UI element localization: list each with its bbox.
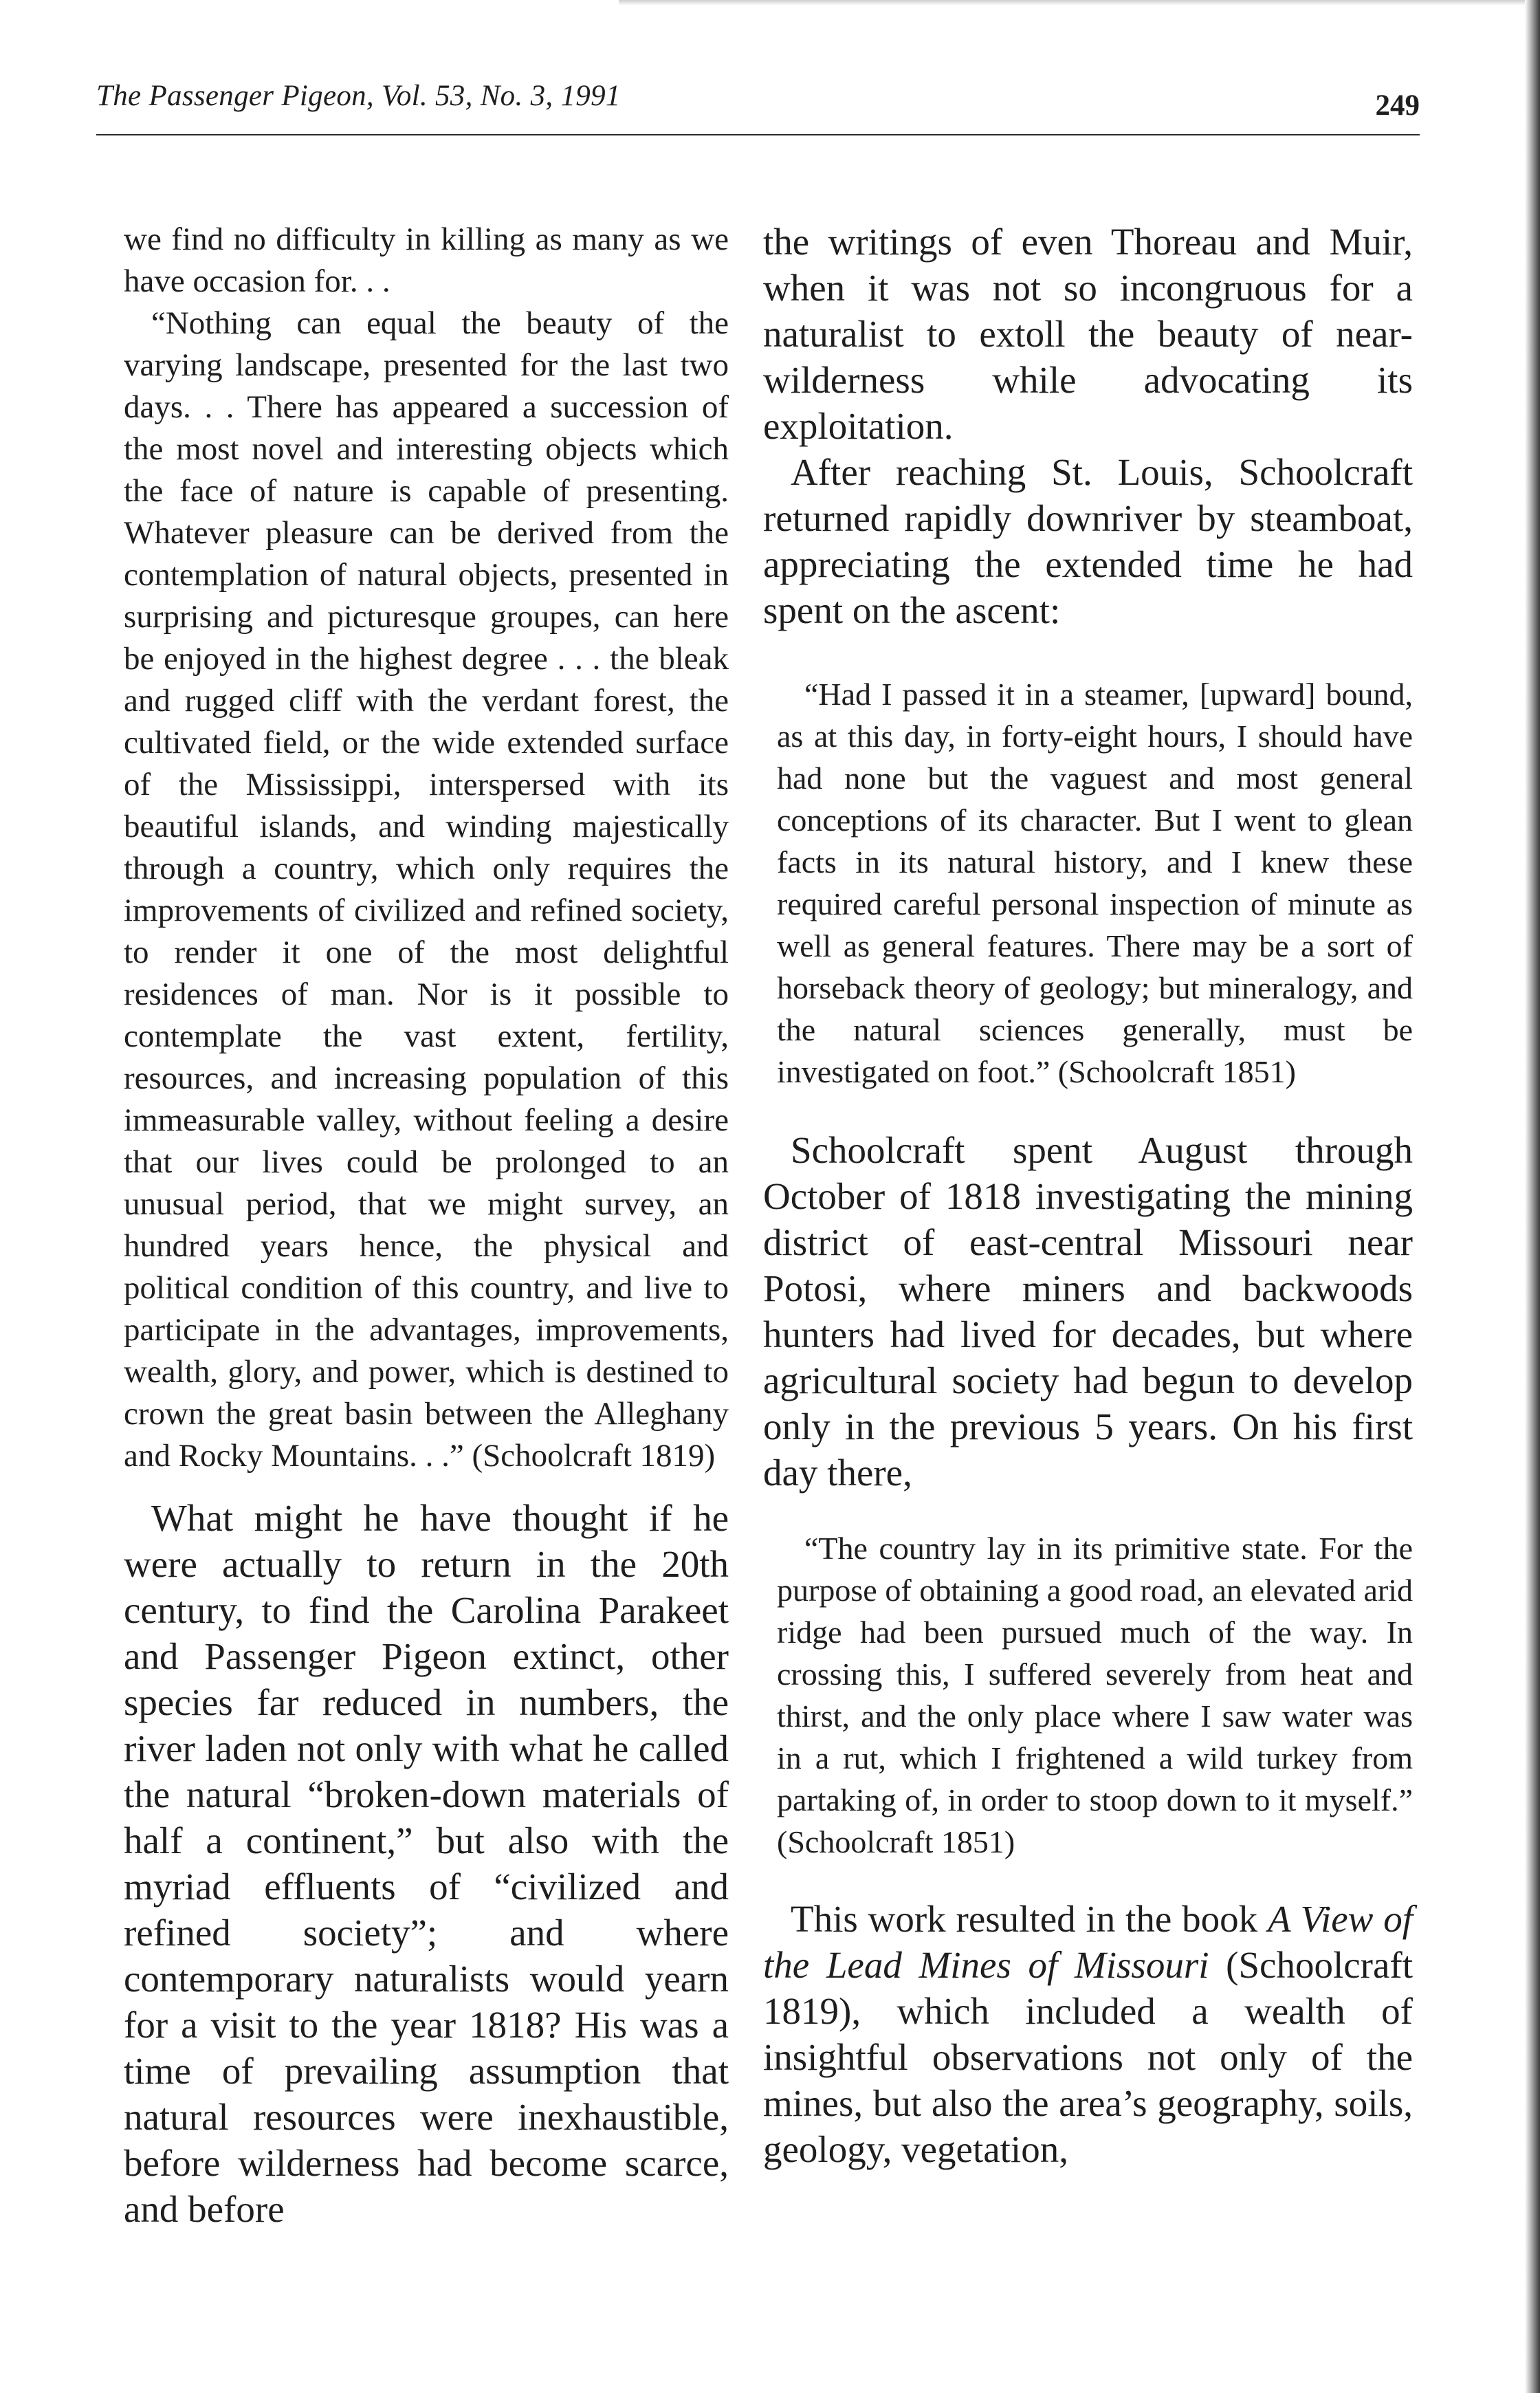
- body-paragraph-mining-district: Schoolcraft spent August through October of 1818 investigating the mining district of east-central Missouri near Potosi, where miners and backwoods hunters had lived for decades, but where agricultural society had begun to develop only in the previous 5 years. On his first day there,: [763, 1129, 1413, 1494]
- scan-shadow-top: [619, 0, 1540, 6]
- body-paragraph-lead-mines-book: [763, 1896, 1413, 2172]
- book-title: A View of the Lead Mines of Missouri: [763, 1898, 1413, 1986]
- book-sentence-prefix: This work resulted in the book: [791, 1898, 1268, 1940]
- quote-continuation: we find no difficulty in killing as many as we have occasion for. . .: [124, 221, 729, 299]
- book-sentence-suffix: (Schoolcraft 1819), which included a wealth of insightful observations not only of the mines, but also the area’s geography, soils, geology, vegetation,: [763, 1944, 1413, 2170]
- page-header: [96, 72, 1420, 135]
- page-number: 249: [1375, 89, 1420, 122]
- quote-paragraph-landscape: “Nothing can equal the beauty of the varying landscape, presented for the last two days. . . There has appeared a succession of the most novel and interesting objects which the face of nature is capable of presenting. Whatever pleasure can be derived from the contemplation of natural objects, presented in surprising and picturesque groupes, can here be enjoyed in the highest degree . . . the bleak and rugged cliff with the verdant forest, the cultivated field, or the wide extended surface of the Mississippi, interspersed with its beautiful islands, and winding majestically through a country, which only requires the improvements of civilized and refined society, to render it one of the most delightful residences of man. Nor is it possible to contemplate the vast extent, fertility, resources, and increasing population of this immeasurable valley, without feeling a desire that our lives could be prolonged to an unusual period, that we might survey, an hundred years hence, the physical and political condition of this country, and live to participate in the advantages, improvements, wealth, glory, and power, which is destined to crown the great basin between the Alleghany and Rocky Mountains. . .” (Schoolcraft 1819): [124, 305, 729, 1474]
- left-column: [124, 219, 729, 2232]
- running-head: The Passenger Pigeon, Vol. 53, No. 3, 1991: [96, 80, 621, 112]
- scan-shadow-right-edge: [1525, 0, 1540, 2393]
- blockquote-steamer: “Had I passed it in a steamer, [upward] bound, as at this day, in forty-eight hours, I should have had none but the vaguest and most general conceptions of its character. But I went to glean facts in its natural history, and I knew these required careful personal inspection of minute as well as general features. There may be a sort of horseback theory of geology; but mineralogy, and the natural sciences generally, must be investigated on foot.” (Schoolcraft 1851): [777, 677, 1413, 1089]
- body-paragraph-thoreau: the writings of even Thoreau and Muir, when it was not so incongruous for a naturalist to extoll the beauty of near-wilderness while advocating its exploitation.: [763, 221, 1413, 447]
- right-column: [763, 219, 1413, 2172]
- body-paragraph-20th-century: What might he have thought if he were actually to return in the 20th century, to find the Carolina Parakeet and Passenger Pigeon extinct, other species far reduced in numbers, the river laden not only with what he called the natural “broken-down materials of half a continent,” but also with the myriad effluents of “civilized and refined society”; and where contemporary naturalists would yearn for a visit to the year 1818? His was a time of prevailing assumption that natural resources were inexhaustible, before wilderness had become scarce, and before: [124, 1497, 729, 2230]
- blockquote-primitive-country: “The country lay in its primitive state. For the purpose of obtaining a good road, an elevated arid ridge had been pursued much of the way. In crossing this, I suffered severely from heat and thirst, and the only place where I saw water was in a rut, which I frightened a wild turkey from partaking of, in order to stoop down to it myself.” (Schoolcraft 1851): [777, 1531, 1413, 1859]
- body-paragraph-st-louis: After reaching St. Louis, Schoolcraft returned rapidly downriver by steamboat, appreciating the extended time he had spent on the ascent:: [763, 451, 1413, 631]
